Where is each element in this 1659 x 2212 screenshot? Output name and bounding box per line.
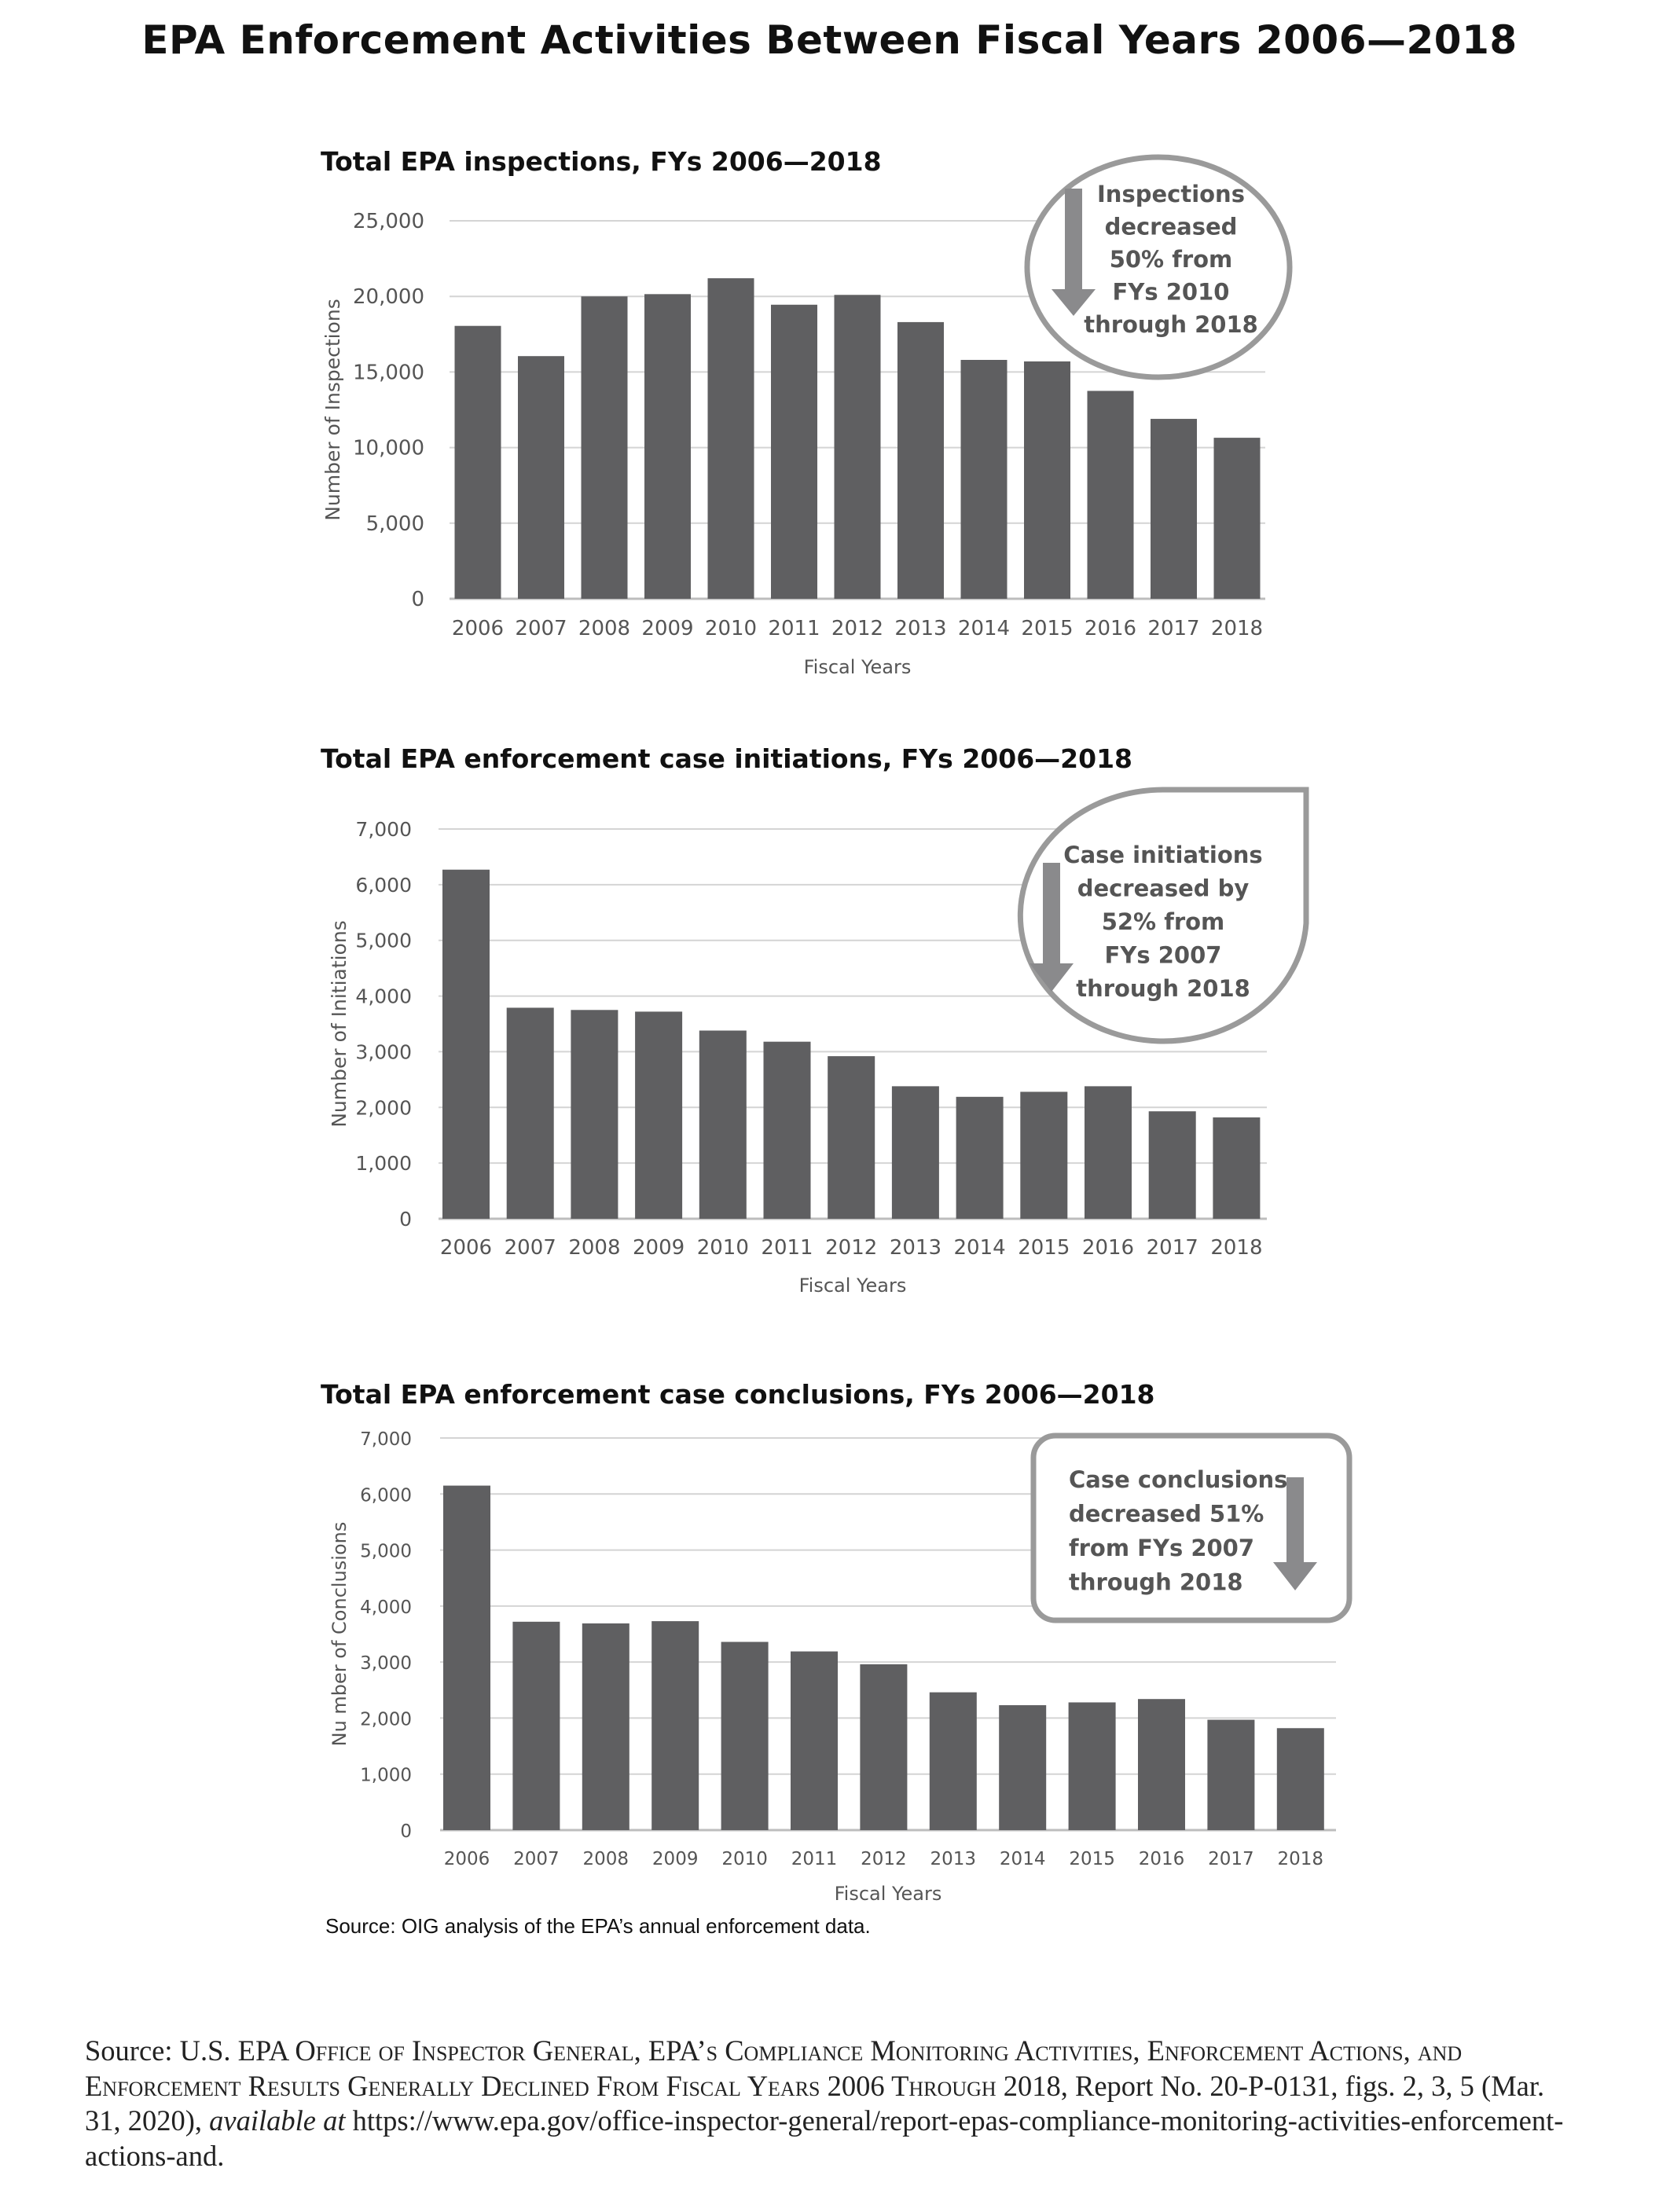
conclusions-chart-title: Total EPA enforcement case conclusions, FYs 2006—2018 [321,1379,1155,1410]
x-tick-label: 2010 [696,1236,749,1260]
x-tick-label: 2006 [451,617,505,640]
bar-2010 [721,1642,769,1830]
footer-separator: , [633,2034,648,2067]
x-tick-label: 2010 [704,617,758,640]
callout-text-line: decreased 51% [1069,1500,1264,1528]
x-axis-title: Fiscal Years [834,1883,942,1905]
callout-text-line: through 2018 [1084,311,1258,338]
y-tick-label: 7,000 [355,818,412,841]
callout-text-line: through 2018 [1076,975,1250,1002]
callout-text-line: 50% from [1109,246,1233,273]
x-tick-label: 2008 [582,1849,629,1869]
callout-text-line: Inspections [1097,181,1245,207]
footer-available-at: available at [209,2104,346,2137]
y-tick-label: 3,000 [360,1653,412,1675]
x-tick-label: 2016 [1084,617,1137,640]
y-tick-label: 3,000 [355,1040,412,1064]
bar-2012 [860,1664,907,1830]
x-tick-label: 2007 [504,1236,556,1260]
callout-text-line: 52% from [1101,908,1225,935]
x-tick-label: 2011 [761,1236,813,1260]
footer-prefix: Source: [85,2034,180,2067]
x-tick-label: 2007 [513,1849,560,1869]
x-tick-label: 2018 [1277,1849,1324,1869]
x-tick-label: 2016 [1081,1236,1135,1260]
x-tick-label: 2011 [768,617,820,640]
x-tick-label: 2017 [1147,617,1200,640]
y-tick-label: 0 [411,588,424,611]
callout-text-line: decreased [1104,213,1238,240]
x-tick-label: 2014 [999,1849,1046,1869]
x-tick-label: 2012 [825,1236,878,1260]
x-tick-label: 2007 [515,617,567,640]
y-tick-label: 4,000 [355,985,412,1008]
bar-2007 [512,1622,560,1830]
x-tick-label: 2015 [1069,1849,1115,1869]
bar-2014 [999,1705,1046,1830]
y-tick-label: 25,000 [353,210,424,233]
x-tick-label: 2008 [568,1236,621,1260]
x-tick-label: 2006 [443,1849,490,1869]
callout-text-line: Case initiations [1063,842,1263,868]
callout-text-line: FYs 2010 [1112,278,1230,306]
x-tick-label: 2009 [633,1236,685,1260]
x-tick-label: 2015 [1021,617,1074,640]
bar-2013 [930,1693,977,1830]
x-tick-label: 2006 [439,1236,493,1260]
footer-publisher: U.S. EPA Office of Inspector General [179,2034,634,2067]
y-tick-label: 4,000 [360,1597,412,1618]
y-tick-label: 10,000 [353,436,424,460]
y-tick-label: 1,000 [355,1152,412,1176]
x-tick-label: 2017 [1146,1236,1198,1260]
callout-text-line: Case conclusions [1069,1466,1288,1493]
x-tick-label: 2009 [651,1849,699,1869]
x-tick-label: 2010 [721,1849,768,1869]
bar-2017 [1207,1720,1254,1830]
callout-text-line: from FYs 2007 [1069,1535,1255,1561]
x-tick-label: 2018 [1210,617,1264,640]
y-tick-label: 0 [399,1208,412,1231]
x-tick-label: 2013 [930,1849,977,1869]
y-tick-label: 6,000 [360,1485,412,1506]
x-tick-label: 2015 [1018,1236,1070,1260]
y-tick-label: 15,000 [353,361,424,385]
callout-text-line: FYs 2007 [1104,941,1222,969]
x-tick-label: 2013 [889,1236,941,1260]
x-tick-label: 2012 [861,1849,907,1869]
bar-2011 [791,1652,838,1830]
x-tick-label: 2009 [641,617,694,640]
y-tick-label: 6,000 [355,873,412,897]
y-tick-label: 2,000 [355,1096,412,1120]
y-tick-label: 20,000 [353,285,424,310]
initiations-chart-title: Total EPA enforcement case initiations, FYs 2006—2018 [321,743,1133,774]
bar-2016 [1138,1699,1185,1830]
x-tick-label: 2018 [1210,1236,1263,1260]
y-tick-label: 1,000 [360,1765,412,1786]
x-axis-title: Fiscal Years [803,656,912,678]
bar-2006 [443,1486,490,1830]
y-tick-label: 7,000 [360,1429,412,1450]
x-tick-label: 2013 [894,617,947,640]
footer-url: https://www.epa.gov/office-inspector-general/report-epas-compliance-monitoring-activities-enforcement-actions-and. [85,2104,1564,2172]
footer-citation [85,2034,1578,2173]
y-tick-label: 2,000 [360,1709,412,1730]
bar-2008 [582,1623,629,1830]
bar-2015 [1069,1702,1116,1830]
x-tick-label: 2014 [953,1236,1006,1260]
down-arrow-shaft [1286,1477,1304,1564]
bar-2018 [1277,1728,1324,1830]
y-axis-title: Number of Initiations [328,920,351,1128]
chart-source-note: Source: OIG analysis of the EPA’s annual enforcement data. [325,1914,871,1938]
x-tick-label: 2017 [1208,1849,1254,1869]
bar-2009 [651,1621,699,1830]
page-title: EPA Enforcement Activities Between Fiscal Years 2006—2018 [141,17,1518,63]
y-tick-label: 5,000 [355,929,412,952]
callout-text-line: through 2018 [1069,1568,1243,1596]
y-tick-label: 5,000 [360,1541,412,1562]
x-axis-title: Fiscal Years [798,1275,907,1297]
callout-text-line: decreased by [1077,875,1250,902]
x-tick-label: 2016 [1138,1849,1185,1869]
x-tick-label: 2011 [791,1849,838,1869]
x-tick-label: 2012 [831,617,884,640]
y-axis-title: Nu mber of Conclusions [328,1521,351,1747]
y-axis-title: Number of Inspections [321,299,344,521]
footer-report-title: EPA’s Compliance Monitoring Activities, Enforcement Actions, and Enforcement Results Generally Declined From Fiscal Years 2006 Through 2018 [85,2034,1463,2102]
footer-details: , Report No. 20-P-0131, figs. 2, 3, 5 (Mar. 31, 2020), [85,2069,1545,2137]
y-tick-label: 0 [400,1821,412,1842]
x-tick-label: 2014 [957,617,1011,640]
inspections-chart-title: Total EPA inspections, FYs 2006—2018 [321,146,882,177]
x-tick-label: 2008 [578,617,631,640]
y-tick-label: 5,000 [365,512,424,536]
